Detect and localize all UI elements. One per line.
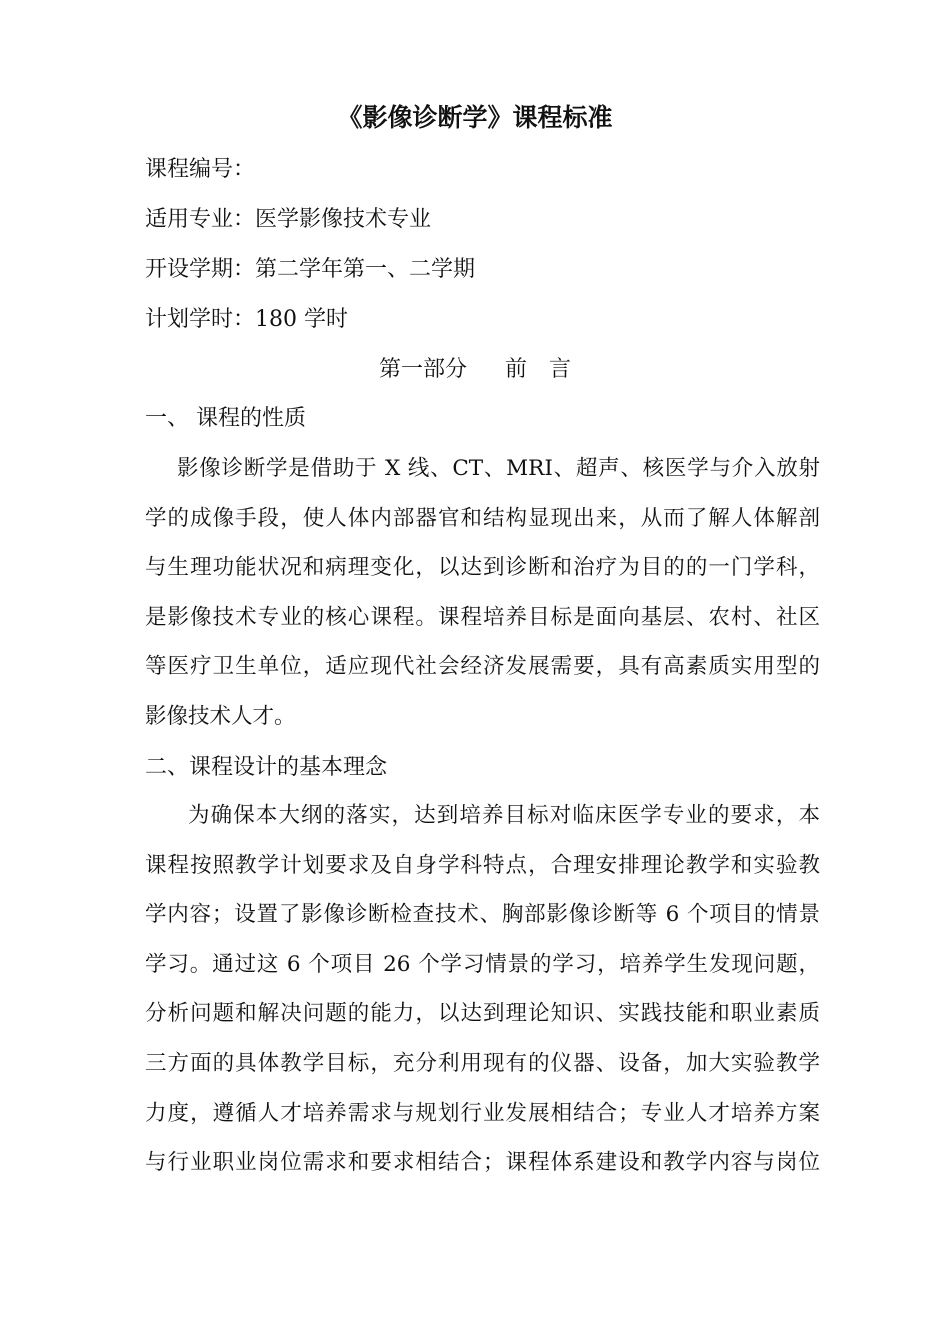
part-heading-word2: 言 bbox=[549, 357, 572, 382]
section1-paragraph bbox=[145, 444, 820, 742]
section2-line: 三方面的具体教学目标，充分利用现有的仪器、设备，加大实验教学 bbox=[145, 1050, 820, 1076]
section1-line: 影像技术人才。 bbox=[145, 703, 296, 729]
section1-heading: 一、 课程的性质 bbox=[145, 406, 306, 431]
section2-paragraph bbox=[145, 791, 820, 1188]
section2-line: 力度，遵循人才培养需求与规划行业发展相结合；专业人才培养方案 bbox=[145, 1100, 820, 1126]
section2-line: 分析问题和解决问题的能力，以达到理论知识、实践技能和职业素质 bbox=[145, 1001, 820, 1027]
section2-line: 课程按照教学计划要求及自身学科特点，合理安排理论教学和实验教 bbox=[145, 852, 820, 878]
section2-line: 学习。通过这 6 个项目 26 个学习情景的学习，培养学生发现问题， bbox=[145, 951, 820, 977]
document-title: 《影像诊断学》课程标准 bbox=[337, 103, 613, 132]
section2-line: 为确保本大纲的落实，达到培养目标对临床医学专业的要求，本 bbox=[188, 803, 820, 828]
section1-line: 影像诊断学是借助于 X 线、CT、MRI、超声、核医学与介入放射 bbox=[177, 456, 820, 481]
section1-line: 学的成像手段，使人体内部器官和结构显现出来，从而了解人体解剖 bbox=[145, 505, 820, 531]
section1-line: 与生理功能状况和病理变化，以达到诊断和治疗为目的的一门学科， bbox=[145, 555, 820, 581]
section2-line: 学内容；设置了影像诊断检查技术、胸部影像诊断等 6 个项目的情景 bbox=[145, 902, 820, 928]
hours-line: 计划学时：180 学时 bbox=[145, 307, 348, 332]
part-heading-part: 第一部分 bbox=[378, 357, 467, 382]
section2-heading: 二、课程设计的基本理念 bbox=[145, 755, 388, 780]
course-code-line: 课程编号： bbox=[145, 157, 256, 182]
major-line: 适用专业：医学影像技术专业 bbox=[145, 207, 432, 232]
part-heading bbox=[0, 355, 950, 385]
section2-line: 与行业职业岗位需求和要求相结合；课程体系建设和教学内容与岗位 bbox=[145, 1150, 820, 1176]
section1-line: 是影像技术专业的核心课程。课程培养目标是面向基层、农村、社区 bbox=[145, 604, 820, 630]
section1-line: 等医疗卫生单位，适应现代社会经济发展需要，具有高素质实用型的 bbox=[145, 654, 820, 680]
part-heading-word1: 前 bbox=[504, 357, 527, 382]
semester-line: 开设学期：第二学年第一、二学期 bbox=[145, 257, 476, 282]
